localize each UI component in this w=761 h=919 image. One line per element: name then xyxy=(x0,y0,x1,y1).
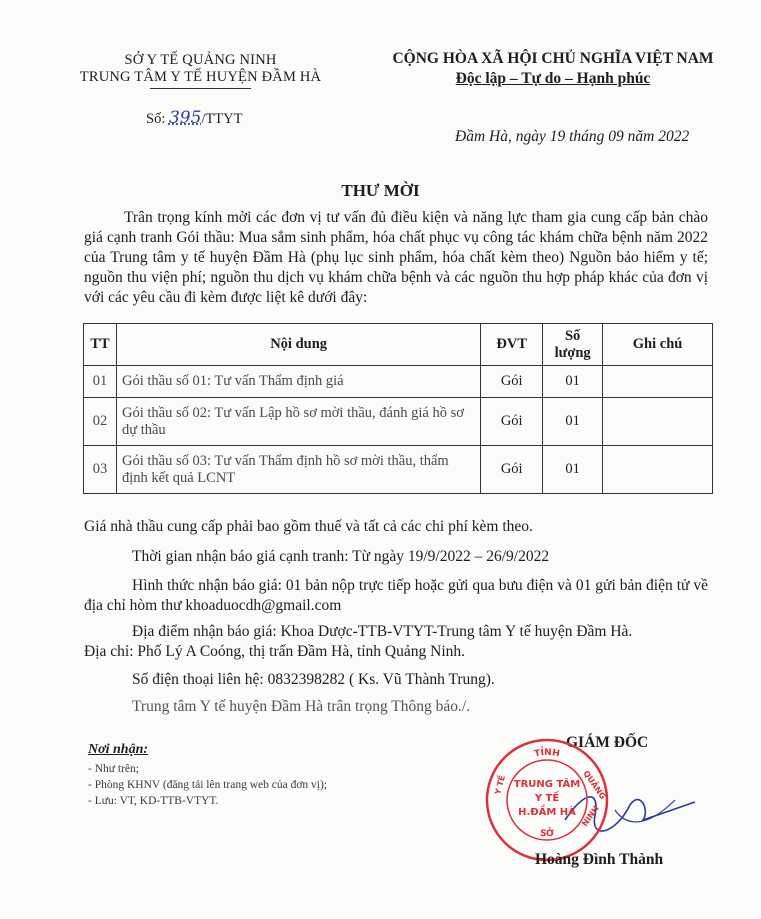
row-tt: 02 xyxy=(84,398,117,446)
row-qty: 01 xyxy=(543,366,603,398)
document-title: THƯ MỜI xyxy=(341,181,420,200)
row-content: Gói thầu số 01: Tư vấn Thẩm định giá xyxy=(116,366,480,398)
recipients-block xyxy=(88,742,418,809)
table-row xyxy=(84,398,713,446)
address-paragraph: Địa chỉ: Phố Lý A Coóng, thị trấn Đầm Hà, tỉnh Quảng Ninh. xyxy=(84,643,466,660)
national-header xyxy=(368,50,738,88)
stamp-right-text-2: NINH xyxy=(580,804,601,829)
table-row xyxy=(84,446,713,494)
country-name: CỘNG HÒA XÃ HỘI CHỦ NGHĨA VIỆT NAM xyxy=(392,50,714,67)
stamp-top-text: TỈNH xyxy=(533,747,561,760)
row-note xyxy=(603,398,713,446)
row-tt: 03 xyxy=(84,446,117,494)
place-paragraph: Địa điểm nhận báo giá: Khoa Dược-TTB-VTYT-Trung tâm Y tế huyện Đầm Hà. xyxy=(132,623,633,640)
motto xyxy=(368,70,738,88)
document-date: Đầm Hà, ngày 19 tháng 09 năm 2022 xyxy=(455,128,690,145)
recipient-item: - Phòng KHNV (đăng tải lên trang web của đơn vị); xyxy=(88,779,328,791)
svg-text:SỞ xyxy=(540,826,555,840)
table-header-row xyxy=(84,324,713,366)
intro-paragraph: Trân trọng kính mời các đơn vị tư vấn đủ điều kiện và năng lực tham gia cung cấp bản chào giá cạnh tranh Gói thầu: Mua sắm sinh phẩm, hóa chất phục vụ công tác khám chữa bệnh năm 2022 của Trung tâm y tế huyện Đầm Hà (phụ lục sinh phẩm, hóa chất kèm theo) Nguồn bảo hiểm y tế; nguồn thu viện phí; nguồn thu dịch vụ khám chữa bệnh và các nguồn thu hợp pháp khác của đơn vị với các yêu cầu đi kèm được liệt kê dưới đây: xyxy=(84,209,708,306)
number-prefix: Số: xyxy=(146,111,169,127)
parent-agency: SỞ Y TẾ QUẢNG NINH xyxy=(124,52,277,68)
col-tt-header: TT xyxy=(84,324,117,366)
time-paragraph: Thời gian nhận báo giá cạnh tranh: Từ ngày 19/9/2022 – 26/9/2022 xyxy=(132,548,550,565)
recipient-item: - Như trên; xyxy=(88,763,139,775)
recipients-list xyxy=(88,761,418,809)
official-stamp xyxy=(482,735,612,865)
number-suffix: /TTYT xyxy=(201,111,243,127)
issuing-agency xyxy=(80,69,321,86)
col-qty-header: Số lượng xyxy=(543,324,603,366)
price-paragraph: Giá nhà thầu cung cấp phải bao gồm thuế và tất cả các chi phí kèm theo. xyxy=(84,518,533,535)
row-unit: Gói xyxy=(481,366,543,398)
row-tt: 01 xyxy=(84,366,117,398)
motto-text: Độc lập – Tự do – Hạnh phúc xyxy=(455,70,651,87)
phone-paragraph: Số điện thoại liên hệ: 0832398282 ( Ks. Vũ Thành Trung). xyxy=(132,671,495,688)
row-note xyxy=(603,446,713,494)
number-handwritten: 395 xyxy=(168,108,202,128)
agency-underline xyxy=(150,88,251,89)
agency-header xyxy=(48,52,353,86)
bid-packages-table xyxy=(83,323,713,494)
stamp-line-2: Y TẾ xyxy=(534,793,560,804)
stamp-bottom-text: SỞ xyxy=(539,828,555,840)
recipient-item: - Lưu: VT, KD-TTB-VTYT. xyxy=(88,795,219,807)
closing-paragraph: Trung tâm Y tế huyện Đầm Hà trân trọng Thông báo./. xyxy=(132,698,471,715)
col-unit-header: ĐVT xyxy=(481,324,543,366)
row-qty: 01 xyxy=(543,398,603,446)
row-content: Gói thầu số 02: Tư vấn Lập hồ sơ mời thầu, đánh giá hồ sơ dự thầu xyxy=(116,398,480,446)
table-row xyxy=(84,366,713,398)
document-number xyxy=(146,108,243,128)
method-paragraph: Hình thức nhận báo giá: 01 bản nộp trực tiếp hoặc gửi qua bưu điện và 01 gửi bản điện tử về địa chỉ hòm thư khoaduocdh@gmail.com xyxy=(84,577,708,614)
row-content: Gói thầu số 03: Tư vấn Thẩm định hồ sơ mời thầu, thẩm định kết quả LCNT xyxy=(116,446,480,494)
row-unit: Gói xyxy=(481,446,543,494)
stamp-left-text: Y TẾ xyxy=(493,774,507,796)
stamp-line-1: TRUNG TÂM xyxy=(513,779,581,790)
col-note-header: Ghi chú xyxy=(603,324,713,366)
row-note xyxy=(603,366,713,398)
signer-position: GIÁM ĐỐC xyxy=(566,734,649,751)
col-content-header: Nội dung xyxy=(116,324,480,366)
stamp-line-3: H.ĐẦM HÀ xyxy=(518,807,576,818)
issuing-agency-name: TRUNG TÂM Y TẾ HUYỆN ĐẦM HÀ xyxy=(79,69,322,85)
svg-text:TỈNH xyxy=(533,746,560,759)
recipients-title: Nơi nhận: xyxy=(88,742,149,757)
row-qty: 01 xyxy=(543,446,603,494)
row-unit: Gói xyxy=(481,398,543,446)
signer-name: Hoàng Đình Thành xyxy=(535,851,664,868)
stamp-right-text: QUẢNG xyxy=(581,768,608,801)
